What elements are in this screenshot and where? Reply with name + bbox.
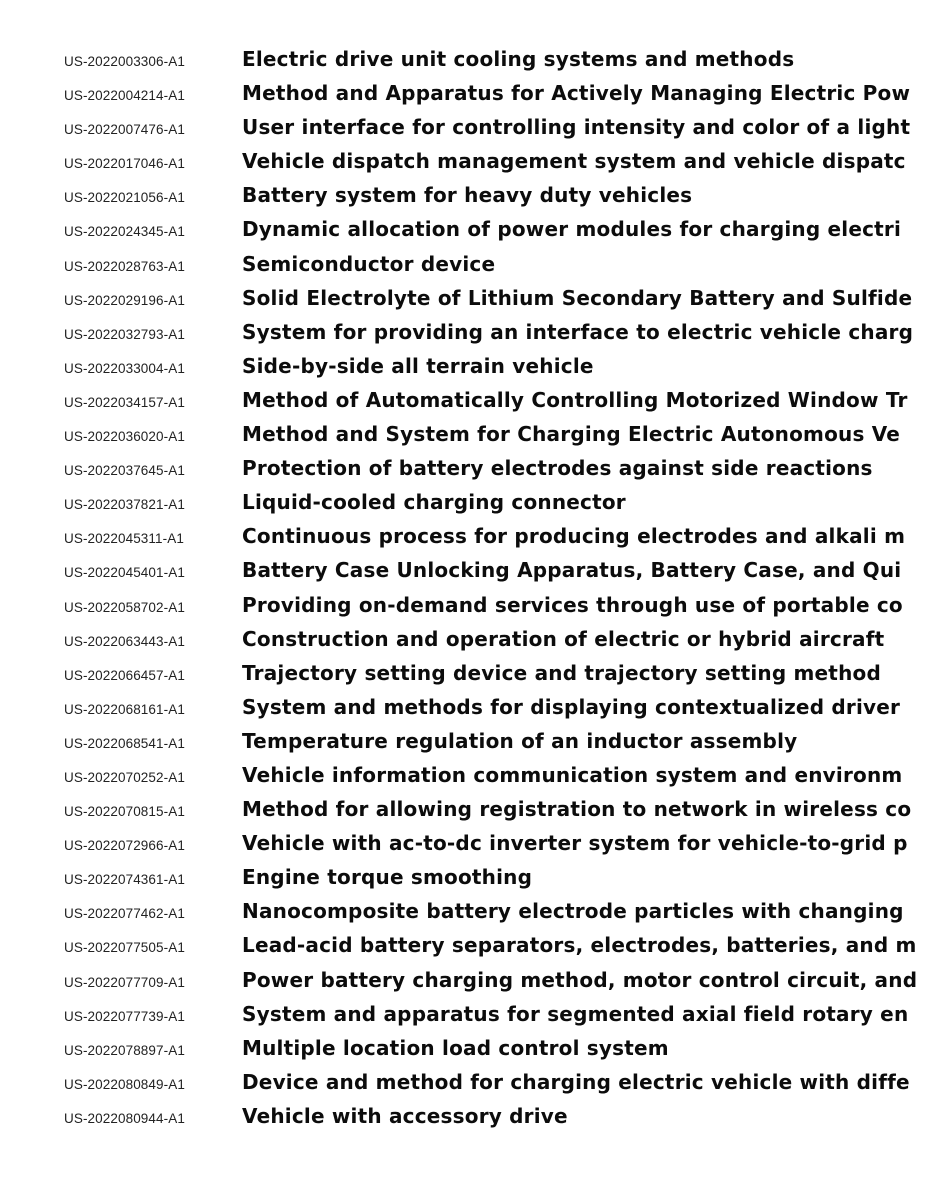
patent-title: Vehicle with ac-to-dc inverter system for vehicle-to-grid p [242, 831, 908, 856]
patent-number: US-2022077462-A1 [64, 906, 185, 922]
list-item [64, 899, 935, 933]
list-item [64, 286, 935, 320]
patent-title: Protection of battery electrodes against side reactions [242, 456, 873, 481]
patent-number: US-2022045311-A1 [64, 531, 184, 547]
patent-number: US-2022077709-A1 [64, 974, 185, 990]
list-item [64, 388, 935, 422]
patent-title: Engine torque smoothing [242, 865, 533, 890]
patent-title: Battery Case Unlocking Apparatus, Battery Case, and Qui [242, 558, 902, 583]
patent-number: US-2022072966-A1 [64, 838, 185, 854]
list-item [64, 354, 935, 388]
patent-title: User interface for controlling intensity and color of a light [242, 115, 911, 140]
patent-number: US-2022021056-A1 [64, 190, 185, 206]
list-item [64, 797, 935, 831]
patent-number: US-2022045401-A1 [64, 565, 185, 581]
patent-number: US-2022003306-A1 [64, 54, 185, 69]
list-item [64, 422, 935, 456]
patent-title: Vehicle with accessory drive [242, 1103, 568, 1128]
list-item [64, 933, 935, 967]
list-item [64, 490, 935, 524]
patent-number: US-2022036020-A1 [64, 429, 185, 445]
patent-title: Vehicle dispatch management system and vehicle dispatc [242, 149, 906, 174]
patent-title: Electric drive unit cooling systems and methods [242, 47, 795, 71]
list-item [64, 115, 935, 149]
patent-number: US-2022058702-A1 [64, 599, 185, 615]
list-item [64, 558, 935, 592]
list-item [64, 729, 935, 763]
list-item [64, 47, 935, 81]
list-item [64, 661, 935, 695]
patent-title: Multiple location load control system [242, 1035, 669, 1060]
list-item [64, 1104, 935, 1138]
patent-title: Method of Automatically Controlling Motorized Window Tr [242, 387, 908, 412]
patent-number: US-2022080849-A1 [64, 1076, 185, 1092]
list-item [64, 865, 935, 899]
patent-title: Solid Electrolyte of Lithium Secondary Battery and Sulfide [242, 285, 913, 310]
patent-number: US-2022070252-A1 [64, 769, 185, 785]
list-item [64, 831, 935, 865]
list-item [64, 252, 935, 286]
patent-title: System and methods for displaying contextualized driver [242, 694, 901, 719]
patent-number: US-2022080944-A1 [64, 1110, 185, 1126]
list-item [64, 456, 935, 490]
patent-number: US-2022029196-A1 [64, 292, 185, 308]
list-item [64, 593, 935, 627]
patent-title: Method for allowing registration to network in wireless co [242, 797, 912, 822]
patent-title: Dynamic allocation of power modules for charging electri [242, 217, 902, 242]
list-item [64, 149, 935, 183]
patent-number: US-2022033004-A1 [64, 360, 185, 376]
patent-number: US-2022017046-A1 [64, 156, 185, 172]
patent-number: US-2022070815-A1 [64, 804, 185, 820]
patent-list [64, 47, 935, 1138]
patent-number: US-2022024345-A1 [64, 224, 185, 240]
list-item [64, 695, 935, 729]
list-item [64, 968, 935, 1002]
patent-number: US-2022077505-A1 [64, 940, 185, 956]
patent-title: Liquid-cooled charging connector [242, 490, 626, 515]
patent-title: Power battery charging method, motor control circuit, and [242, 967, 918, 992]
patent-title: Continuous process for producing electrodes and alkali m [242, 524, 906, 549]
list-item [64, 1036, 935, 1070]
patent-title: Construction and operation of electric or hybrid aircraft [242, 626, 885, 651]
list-item [64, 627, 935, 661]
patent-title: Side-by-side all terrain vehicle [242, 353, 594, 378]
list-item [64, 1070, 935, 1104]
list-item [64, 1002, 935, 1036]
list-item [64, 320, 935, 354]
list-item [64, 217, 935, 251]
patent-title: Lead-acid battery separators, electrodes, batteries, and m [242, 933, 917, 958]
list-item [64, 763, 935, 797]
patent-title: Providing on-demand services through use of portable co [242, 592, 903, 617]
patent-number: US-2022077739-A1 [64, 1008, 185, 1024]
patent-number: US-2022037821-A1 [64, 497, 185, 513]
patent-title: Method and Apparatus for Actively Managing Electric Pow [242, 81, 911, 106]
patent-number: US-2022007476-A1 [64, 122, 185, 138]
patent-number: US-2022037645-A1 [64, 463, 185, 479]
patent-number: US-2022066457-A1 [64, 667, 185, 683]
patent-number: US-2022004214-A1 [64, 88, 185, 104]
patent-title: Trajectory setting device and trajectory setting method [242, 660, 881, 685]
list-item [64, 524, 935, 558]
patent-number: US-2022032793-A1 [64, 326, 185, 342]
patent-number: US-2022068541-A1 [64, 735, 185, 751]
patent-title: System and apparatus for segmented axial field rotary en [242, 1001, 909, 1026]
patent-number: US-2022034157-A1 [64, 394, 185, 410]
patent-number: US-2022063443-A1 [64, 633, 185, 649]
list-item [64, 81, 935, 115]
list-item [64, 183, 935, 217]
patent-title: Device and method for charging electric vehicle with diffe [242, 1069, 910, 1094]
patent-title: Vehicle information communication system and environm [242, 762, 903, 787]
patent-number: US-2022068161-A1 [64, 701, 185, 717]
patent-title: Nanocomposite battery electrode particles with changing [242, 899, 904, 924]
patent-number: US-2022028763-A1 [64, 258, 185, 274]
patent-title: Temperature regulation of an inductor assembly [242, 728, 798, 753]
patent-title: Method and System for Charging Electric Autonomous Ve [242, 422, 901, 447]
patent-title: System for providing an interface to electric vehicle charg [242, 319, 914, 344]
patent-number: US-2022078897-A1 [64, 1042, 185, 1058]
patent-title: Semiconductor device [242, 251, 496, 276]
patent-number: US-2022074361-A1 [64, 872, 185, 888]
patent-title: Battery system for heavy duty vehicles [242, 183, 693, 208]
